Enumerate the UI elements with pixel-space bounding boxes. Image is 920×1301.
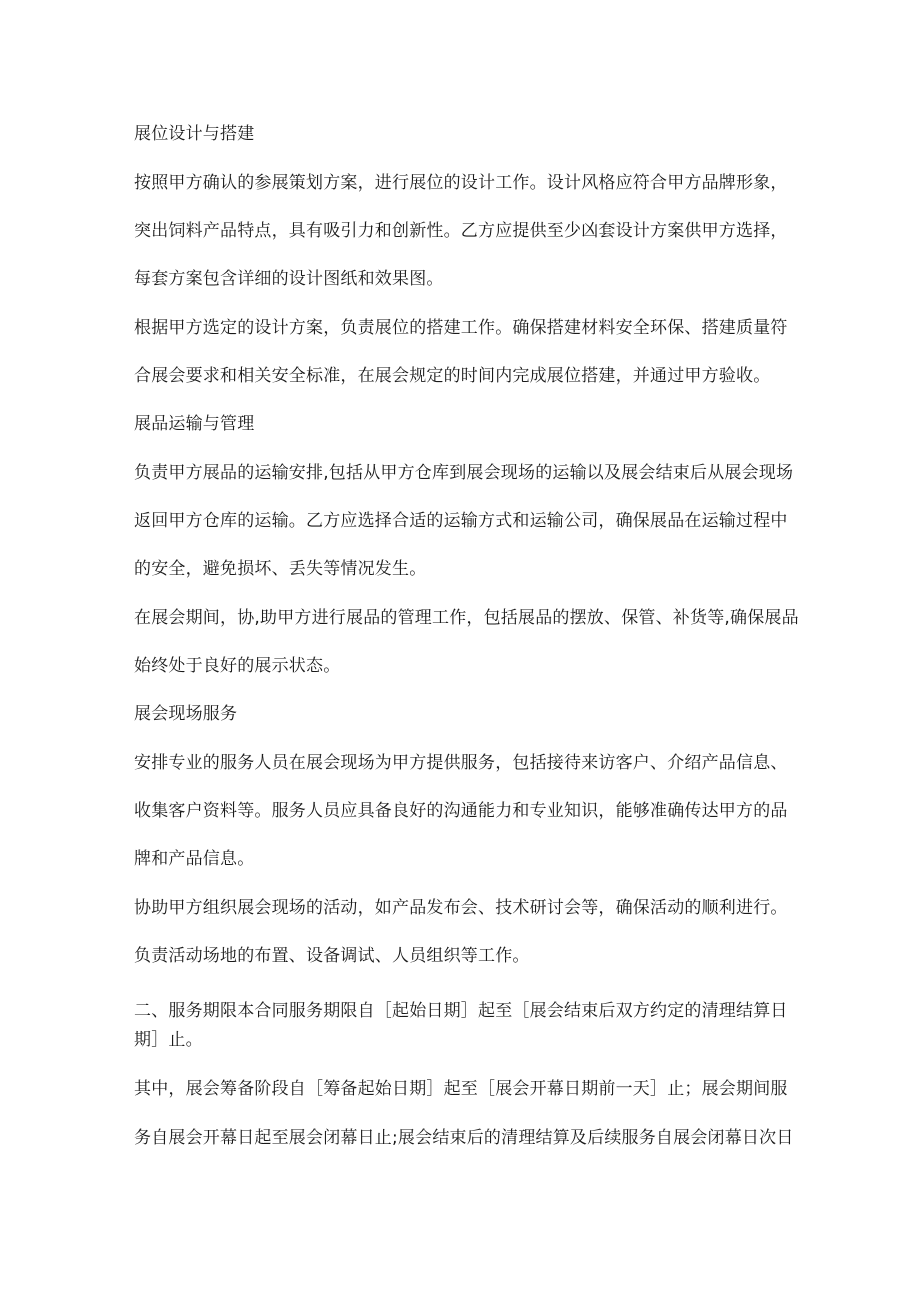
paragraph-line: 负责活动场地的布置、设备调试、人员组织等工作。 <box>134 946 530 966</box>
paragraph-line: 合展会要求和相关安全标准，在展会规定的时间内完成展位搭建，并通过甲方验收。 <box>134 366 771 386</box>
paragraph-line: 负责甲方展品的运输安排,包括从甲方仓库到展会现场的运输以及展会结束后从展会现场 <box>134 463 794 483</box>
paragraph-line: 其中，展会筹备阶段自［筹备起始日期］起至［展会开幕日期前一天］止；展会期间服 <box>134 1079 788 1099</box>
paragraph-line: 牌和产品信息。 <box>134 849 255 869</box>
paragraph-line: 务自展会开幕日起至展会闭幕日止;展会结束后的清理结算及后续服务自展会闭幕日次日 <box>134 1128 794 1148</box>
section-heading-booth-design: 展位设计与搭建 <box>134 124 255 144</box>
paragraph-line: 始终处于良好的展示状态。 <box>134 656 341 676</box>
section-heading-onsite-service: 展会现场服务 <box>134 704 238 724</box>
paragraph-line: 收集客户资料等。服务人员应具备良好的沟通能力和专业知识，能够准确传达甲方的品 <box>134 801 788 821</box>
paragraph-line: 每套方案包含详细的设计图纸和效果图。 <box>134 269 444 289</box>
paragraph-line: 在展会期间，协,助甲方进行展品的管理工作，包括展品的摆放、保管、补货等,确保展品 <box>134 608 799 628</box>
paragraph-line: 协助甲方组织展会现场的活动，如产品发布会、技术研讨会等，确保活动的顺利进行。 <box>134 898 788 918</box>
section-heading-service-term: 二、服务期限本合同服务期限自［起始日期］起至［展会结束后双方约定的清理结算日 <box>134 1001 788 1021</box>
paragraph-line: 的安全，避免损坏、丢失等情况发生。 <box>134 559 427 579</box>
section-heading-exhibit-transport: 展品运输与管理 <box>134 414 255 434</box>
paragraph-line: 根据甲方选定的设计方案，负责展位的搭建工作。确保搭建材料安全环保、搭建质量符 <box>134 318 788 338</box>
paragraph-line: 返回甲方仓库的运输。乙方应选择合适的运输方式和运输公司，确保展品在运输过程中 <box>134 511 788 531</box>
paragraph-line: 按照甲方确认的参展策划方案，进行展位的设计工作。设计风格应符合甲方品牌形象， <box>134 173 788 193</box>
paragraph-line: 突出饲料产品特点，具有吸引力和创新性。乙方应提供至少凶套设计方案供甲方选择， <box>134 221 788 241</box>
paragraph-line: 安排专业的服务人员在展会现场为甲方提供服务，包括接待来访客户、介绍产品信息、 <box>134 753 788 773</box>
paragraph-line: 期］止。 <box>134 1030 203 1050</box>
